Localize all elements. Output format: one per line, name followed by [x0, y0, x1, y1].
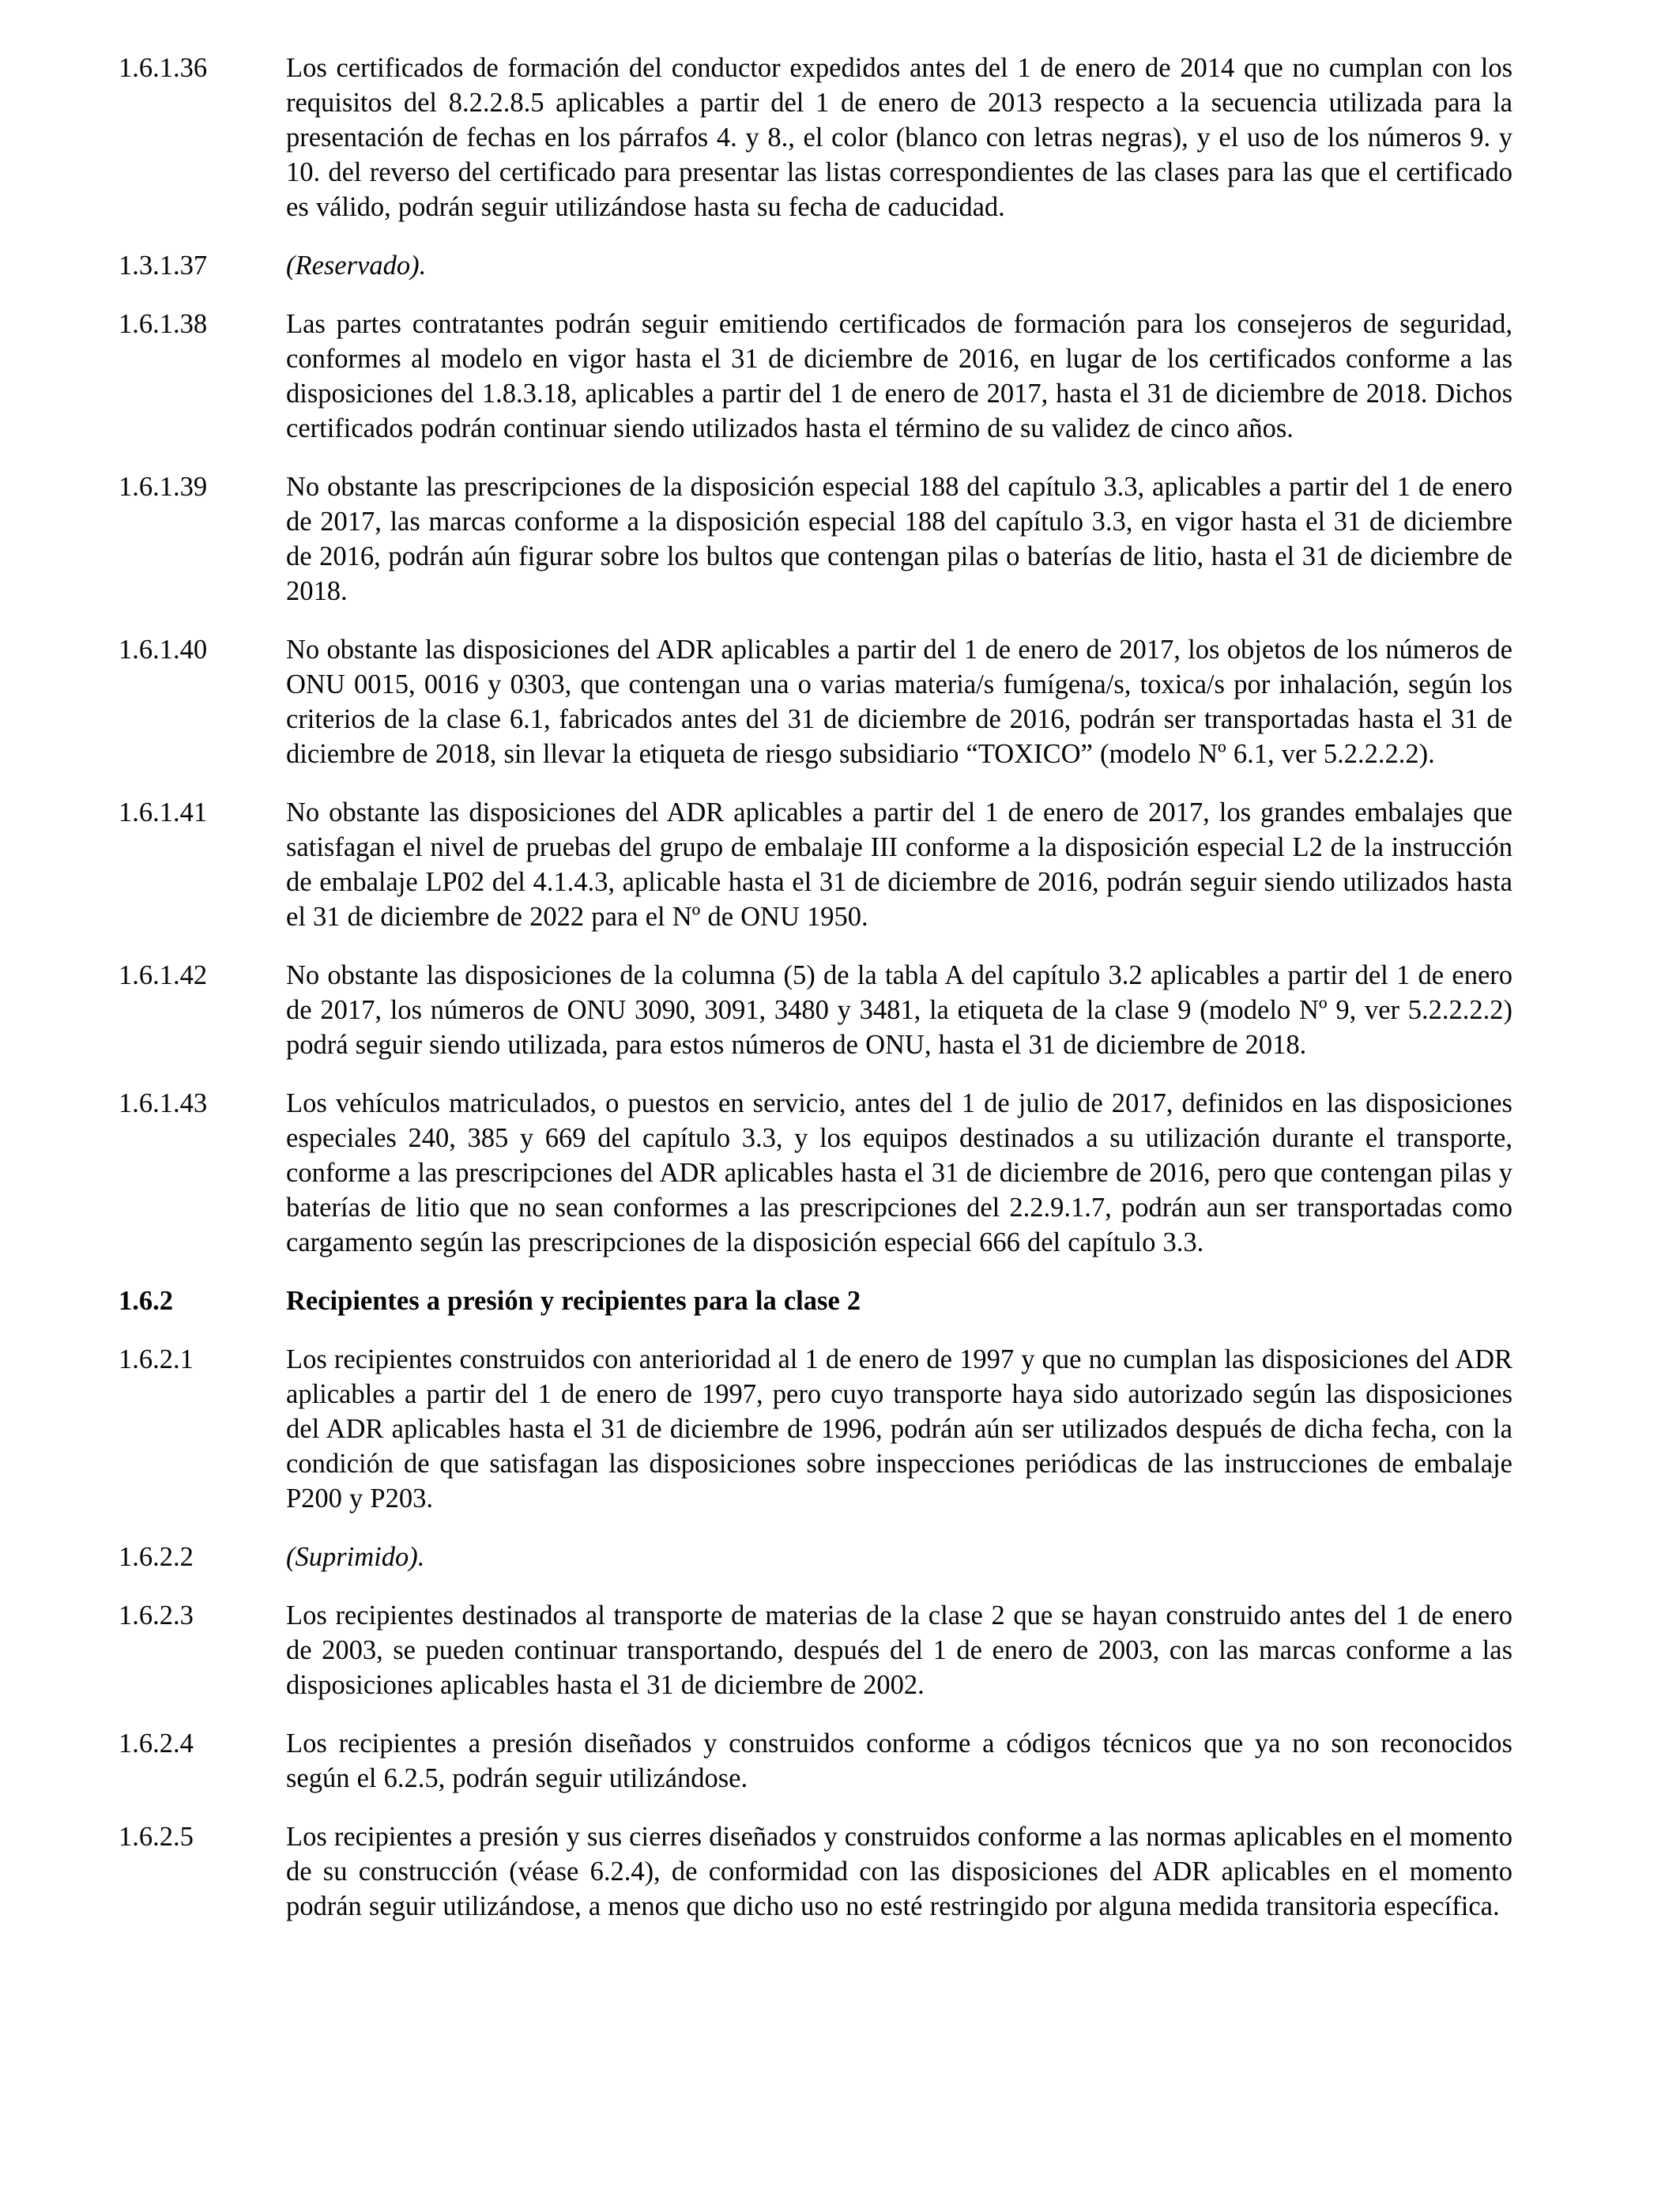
section-text: No obstante las disposiciones del ADR aplicables a partir del 1 de enero de 2017, los objetos de los números de ONU 0015, 0016 y 0303, que contengan una o varias materia/s fumígena/s, toxica/s por inhalación, según los criterios de la clase 6.1, fabricados antes del 31 de diciembre de 2016, podrán ser transportadas hasta el 31 de diciembre de 2018, sin llevar la etiqueta de riesgo subsidiario “TOXICO” (modelo Nº 6.1, ver 5.2.2.2.2). — [286, 635, 1512, 769]
section-number: 1.6.1.39 — [119, 472, 208, 502]
section-row — [119, 1819, 1512, 1924]
section-heading-row — [119, 1284, 1512, 1318]
section-number: 1.6.2.5 — [119, 1822, 194, 1852]
section-text: Las partes contratantes podrán seguir emitiendo certificados de formación para los consejeros de seguridad, conformes al modelo en vigor hasta el 31 de diciembre de 2016, en lugar de los certificados conforme a las disposiciones del 1.8.3.18, aplicables a partir del 1 de enero de 2017, hasta el 31 de diciembre de 2018. Dichos certificados podrán continuar siendo utilizados hasta el término de su validez de cinco años. — [286, 309, 1512, 443]
section-number: 1.6.2.4 — [119, 1728, 194, 1759]
section-row — [119, 1086, 1512, 1260]
section-row — [119, 958, 1512, 1062]
section-row — [119, 1540, 1512, 1574]
section-number: 1.6.1.42 — [119, 960, 208, 990]
section-number: 1.6.2.1 — [119, 1344, 194, 1374]
section-text: Los recipientes a presión diseñados y construidos conforme a códigos técnicos que ya no son reconocidos según el 6.2.5, podrán seguir utilizándose. — [286, 1728, 1512, 1793]
section-number: 1.6.1.41 — [119, 797, 208, 827]
section-number: 1.6.1.43 — [119, 1088, 208, 1118]
section-number: 1.6.1.36 — [119, 53, 208, 83]
section-number: 1.6.1.40 — [119, 635, 208, 665]
section-text: Los recipientes construidos con anterioridad al 1 de enero de 1997 y que no cumplan las disposiciones del ADR aplicables a partir del 1 de enero de 1997, pero cuyo transporte haya sido autorizado según las disposiciones del ADR aplicables hasta el 31 de diciembre de 1996, podrán aún ser utilizados después de dicha fecha, con la condición de que satisfagan las disposiciones sobre inspecciones periódicas de las instrucciones de embalaje P200 y P203. — [286, 1344, 1512, 1514]
section-number: 1.6.2.2 — [119, 1542, 194, 1572]
section-row — [119, 632, 1512, 771]
section-row — [119, 795, 1512, 934]
section-heading: Recipientes a presión y recipientes para la clase 2 — [286, 1286, 861, 1316]
section-text: No obstante las prescripciones de la disposición especial 188 del capítulo 3.3, aplicables a partir del 1 de enero de 2017, las marcas conforme a la disposición especial 188 del capítulo 3.3, en vigor hasta el 31 de diciembre de 2016, podrán aún figurar sobre los bultos que contengan pilas o baterías de litio, hasta el 31 de diciembre de 2018. — [286, 472, 1512, 606]
section-text: (Suprimido). — [286, 1542, 425, 1572]
section-text: Los certificados de formación del conductor expedidos antes del 1 de enero de 2014 que no cumplan con los requisitos del 8.2.2.8.5 aplicables a partir del 1 de enero de 2013 respecto a la secuencia utilizada para la presentación de fechas en los párrafos 4. y 8., el color (blanco con letras negras), y el uso de los números 9. y 10. del reverso del certificado para presentar las listas correspondientes de las clases para las que el certificado es válido, podrán seguir utilizándose hasta su fecha de caducidad. — [286, 53, 1512, 222]
section-row — [119, 51, 1512, 224]
section-text: (Reservado). — [286, 251, 427, 281]
section-text: No obstante las disposiciones de la columna (5) de la tabla A del capítulo 3.2 aplicables a partir del 1 de enero de 2017, los números de ONU 3090, 3091, 3480 y 3481, la etiqueta de la clase 9 (modelo Nº 9, ver 5.2.2.2.2) podrá seguir siendo utilizada, para estos números de ONU, hasta el 31 de diciembre de 2018. — [286, 960, 1512, 1060]
section-row — [119, 1342, 1512, 1516]
section-row — [119, 1726, 1512, 1796]
section-text: No obstante las disposiciones del ADR aplicables a partir del 1 de enero de 2017, los grandes embalajes que satisfagan el nivel de pruebas del grupo de embalaje III conforme a la disposición especial L2 de la instrucción de embalaje LP02 del 4.1.4.3, aplicable hasta el 31 de diciembre de 2016, podrán seguir siendo utilizados hasta el 31 de diciembre de 2022 para el Nº de ONU 1950. — [286, 797, 1512, 932]
section-text: Los recipientes destinados al transporte de materias de la clase 2 que se hayan construido antes del 1 de enero de 2003, se pueden continuar transportando, después del 1 de enero de 2003, con las marcas conforme a las disposiciones aplicables hasta el 31 de diciembre de 2002. — [286, 1600, 1512, 1700]
section-row — [119, 1598, 1512, 1702]
section-number: 1.3.1.37 — [119, 251, 208, 281]
section-number: 1.6.2 — [119, 1286, 173, 1316]
section-row — [119, 469, 1512, 609]
section-row — [119, 307, 1512, 446]
section-number: 1.6.1.38 — [119, 309, 208, 339]
section-text: Los recipientes a presión y sus cierres diseñados y construidos conforme a las normas aplicables en el momento de su construcción (véase 6.2.4), de conformidad con las disposiciones del ADR aplicables en el momento podrán seguir utilizándose, a menos que dicho uso no esté restringido por alguna medida transitoria específica. — [286, 1822, 1512, 1921]
section-text: Los vehículos matriculados, o puestos en servicio, antes del 1 de julio de 2017, definidos en las disposiciones especiales 240, 385 y 669 del capítulo 3.3, y los equipos destinados a su utilización durante el transporte, conforme a las prescripciones del ADR aplicables hasta el 31 de diciembre de 2016, pero que contengan pilas y baterías de litio que no sean conformes a las prescripciones del 2.2.9.1.7, podrán aun ser transportadas como cargamento según las prescripciones de la disposición especial 666 del capítulo 3.3. — [286, 1088, 1512, 1257]
section-row — [119, 248, 1512, 283]
section-number: 1.6.2.3 — [119, 1600, 194, 1630]
